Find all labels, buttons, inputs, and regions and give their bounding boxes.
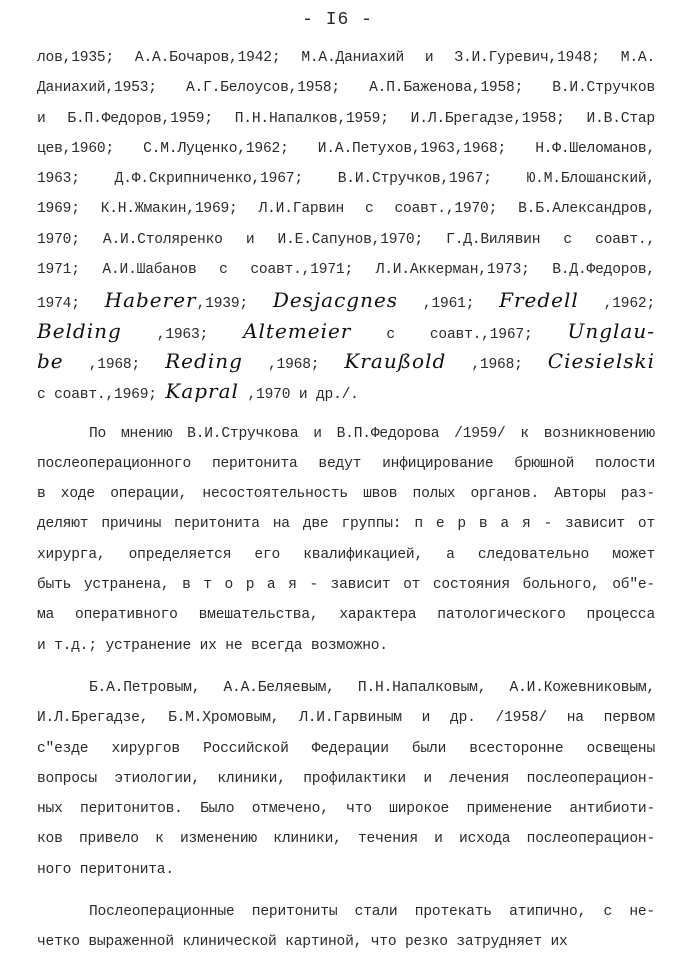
handwritten-author-name: Belding (37, 318, 122, 343)
handwritten-author-name: Reding (165, 348, 243, 373)
typed-text: ного перитонита. (37, 861, 174, 878)
typed-text: деляют причины перитонита на две группы: п е р в а я - зависит от (37, 516, 655, 533)
typed-text: И.Л.Брегадзе, Б.М.Хромовым, Л.И.Гарвиным и др. /1958/ на первом (37, 710, 655, 727)
text-line (37, 540, 655, 570)
text-line (37, 164, 655, 194)
text-line (37, 104, 655, 134)
handwritten-author-name: Haberer (104, 288, 197, 313)
text-line (37, 449, 655, 479)
text-line (37, 346, 655, 376)
handwritten-author-name: Kapral (165, 379, 239, 404)
typed-text: вопросы этиологии, клиники, профилактики и лечения послеоперацион- (37, 770, 655, 787)
typed-text: ,1968; (446, 356, 548, 373)
typed-text: и т.д.; устранение их не всегда возможно. (37, 637, 388, 654)
text-line (37, 43, 655, 73)
handwritten-author-name: Desjacgnes (272, 288, 399, 313)
typed-text: ,1963; (121, 326, 244, 343)
typed-text: четко выраженной клинической картиной, что резко затрудняет их (37, 934, 568, 951)
text-line (37, 570, 655, 600)
handwritten-author-name: Fredell (499, 288, 579, 313)
handwritten-author-name: be (37, 348, 64, 373)
typed-text: Даниахий,1953; А.Г.Белоусов,1958; А.П.Баженова,1958; В.И.Стручков (37, 80, 655, 97)
text-line (37, 764, 655, 794)
text-line (37, 897, 655, 927)
typed-text: ,1970 и др./. (238, 387, 359, 404)
typed-text: 1971; А.И.Шабанов с соавт.,1971; Л.И.Аккерман,1973; В.Д.Федоров, (37, 262, 655, 279)
typed-text: 1963; Д.Ф.Скрипниченко,1967; В.И.Стручков,1967; Ю.М.Блошанский, (37, 171, 655, 188)
typed-text: ,1968; (63, 356, 166, 373)
typed-text: с соавт.,1967; (351, 326, 568, 343)
typed-text: цев,1960; С.М.Луценко,1962; И.А.Петухов,1963,1968; Н.Ф.Шеломанов, (37, 140, 655, 157)
text-line (37, 631, 655, 661)
text-line (37, 225, 655, 255)
typed-text: ма оперативного вмешательства, характера патологического процесса (37, 607, 655, 624)
text-line (37, 376, 655, 406)
typed-text: 1974; (37, 296, 105, 313)
typed-text: ,1968; (242, 356, 345, 373)
text-line (37, 73, 655, 103)
text-line (37, 316, 655, 346)
text-line (37, 285, 655, 315)
typed-text: По мнению В.И.Стручкова и В.П.Федорова /1959/ к возникновению (89, 425, 655, 442)
typed-text: послеоперационного перитонита ведут инфицирование брюшной полости (37, 455, 655, 472)
typed-text: 1969; К.Н.Жмакин,1969; Л.И.Гарвин с соавт.,1970; В.Б.Александров, (37, 201, 655, 218)
handwritten-author-name: Ciesielski (547, 348, 655, 373)
text-line (37, 134, 655, 164)
typed-text: ,1961; (398, 296, 500, 313)
typed-text: ,1939; (196, 296, 273, 313)
typed-text: ных перитонитов. Было отмечено, что широкое применение антибиоти- (37, 801, 655, 818)
text-line (37, 600, 655, 630)
text-line (37, 855, 655, 885)
handwritten-author-name: Altemeier (243, 318, 352, 343)
text-line (37, 703, 655, 733)
text-line (37, 824, 655, 854)
text-line (37, 673, 655, 703)
text-line (37, 509, 655, 539)
text-line (37, 794, 655, 824)
text-line (37, 734, 655, 764)
text-line (37, 194, 655, 224)
typed-text: в ходе операции, несостоятельность швов полых органов. Авторы раз- (37, 486, 655, 503)
typed-text: и Б.П.Федоров,1959; П.Н.Напалков,1959; И.Л.Брегадзе,1958; И.В.Стар (37, 110, 655, 127)
typed-text: хирурга, определяется его квалификацией, а следовательно может (37, 546, 655, 563)
typed-text: с соавт.,1969; (37, 387, 166, 404)
text-line (37, 419, 655, 449)
typed-text: лов,1935; А.А.Бочаров,1942; М.А.Даниахий и З.И.Гуревич,1948; М.А. (37, 50, 655, 66)
typed-text: с"езде хирургов Российской Федерации были всесторонне освещены (37, 740, 655, 757)
page-number: - I6 - (302, 10, 373, 30)
typed-text: быть устранена, в т о р а я - зависит от состояния больного, об"е- (37, 577, 655, 594)
text-line (37, 479, 655, 509)
text-line (37, 255, 655, 285)
typed-text: 1970; А.И.Столяренко и И.Е.Сапунов,1970; Г.Д.Вилявин с соавт., (37, 231, 655, 248)
handwritten-author-name: Unglau- (567, 318, 655, 343)
handwritten-author-name: Kraußold (344, 348, 447, 373)
text-line (37, 927, 655, 957)
document-body (37, 43, 655, 958)
typed-text: Послеоперационные перитониты стали протекать атипично, с не- (89, 904, 655, 921)
typed-text: ,1962; (578, 296, 655, 313)
typed-text: ков привело к изменению клиники, течения и исхода послеоперацион- (37, 831, 655, 848)
typed-text: Б.А.Петровым, А.А.Беляевым, П.Н.Напалковым, А.И.Кожевниковым, (89, 679, 655, 696)
